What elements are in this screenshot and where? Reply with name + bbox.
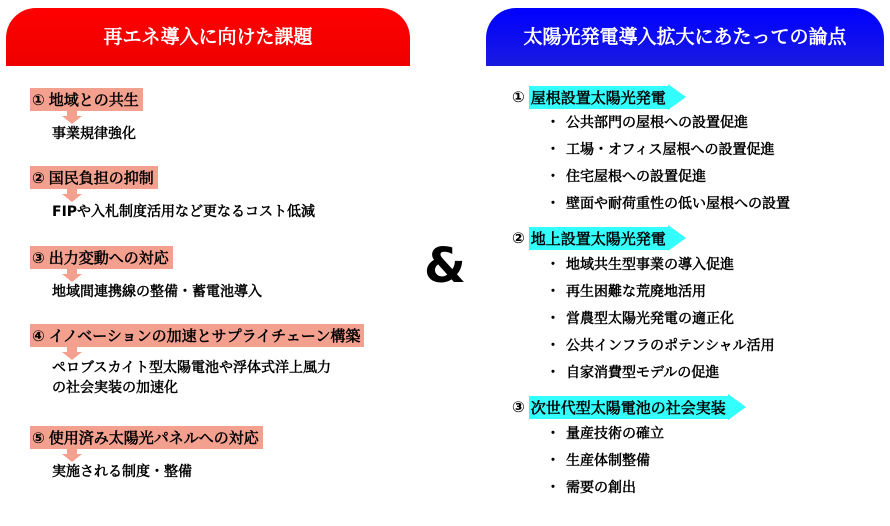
item-number: ④ bbox=[32, 327, 45, 345]
section-label: 次世代型太陽電池の社会実装 bbox=[529, 396, 728, 419]
right-arrow-label bbox=[529, 225, 686, 251]
left-item-2-result: FIPや入札制度活用など更なるコスト低減 bbox=[52, 204, 316, 220]
left-item-5-result: 実施される制度・整備 bbox=[52, 464, 192, 480]
item-number: ③ bbox=[32, 249, 45, 267]
bullet-item: ・ 量産技術の確立 bbox=[546, 426, 664, 442]
down-arrow-icon bbox=[62, 110, 82, 124]
right-section-2 bbox=[512, 225, 686, 251]
left-item-2 bbox=[30, 166, 158, 189]
left-item-1 bbox=[30, 88, 143, 111]
item-heading: イノベーションの加速とサプライチェーン構築 bbox=[48, 327, 361, 345]
item-heading: 国民負担の抑制 bbox=[48, 169, 154, 187]
ampersand-connector: & bbox=[424, 238, 466, 294]
arrow-tip-icon bbox=[668, 84, 686, 110]
right-arrow-label bbox=[529, 394, 746, 420]
section-number: ① bbox=[512, 88, 525, 106]
item-number: ② bbox=[32, 169, 45, 187]
section-number: ② bbox=[512, 229, 525, 247]
bullet-item: ・ 地域共生型事業の導入促進 bbox=[546, 257, 734, 273]
right-arrow-label bbox=[529, 84, 686, 110]
bullet-item: ・ 壁面や耐荷重性の低い屋根への設置 bbox=[546, 196, 790, 212]
left-item-3 bbox=[30, 246, 173, 269]
left-item-4-result: ペロブスカイト型太陽電池や浮体式洋上風力 の社会実装の加速化 bbox=[52, 360, 332, 396]
bullet-item: ・ 需要の創出 bbox=[546, 480, 636, 496]
bullet-item: ・ 工場・オフィス屋根への設置促進 bbox=[546, 142, 775, 158]
bullet-item: ・ 公共インフラのポテンシャル活用 bbox=[546, 338, 775, 354]
bullet-item: ・ 生産体制整備 bbox=[546, 453, 650, 469]
down-arrow-icon bbox=[62, 268, 82, 282]
left-item-3-result: 地域間連携線の整備・蓄電池導入 bbox=[52, 284, 262, 300]
left-panel-title: 再エネ導入に向けた課題 bbox=[6, 8, 410, 66]
section-number: ③ bbox=[512, 398, 525, 416]
arrow-tip-icon bbox=[668, 225, 686, 251]
bullet-item: ・ 営農型太陽光発電の適正化 bbox=[546, 311, 734, 327]
left-item-5 bbox=[30, 426, 263, 449]
down-arrow-icon bbox=[62, 448, 82, 462]
item-heading: 使用済み太陽光パネルへの対応 bbox=[48, 429, 259, 447]
right-panel-title: 太陽光発電導入拡大にあたっての論点 bbox=[486, 8, 884, 66]
section-label: 屋根設置太陽光発電 bbox=[529, 86, 668, 109]
bullet-item: ・ 住宅屋根への設置促進 bbox=[546, 169, 706, 185]
bullet-item: ・ 公共部門の屋根への設置促進 bbox=[546, 115, 748, 131]
item-heading: 出力変動への対応 bbox=[48, 249, 169, 267]
left-item-1-result: 事業規律強化 bbox=[52, 126, 136, 142]
right-section-1 bbox=[512, 84, 686, 110]
bullet-item: ・ 再生困難な荒廃地活用 bbox=[546, 284, 706, 300]
item-heading: 地域との共生 bbox=[48, 91, 139, 109]
arrow-tip-icon bbox=[728, 394, 746, 420]
item-number: ① bbox=[32, 91, 45, 109]
down-arrow-icon bbox=[62, 188, 82, 202]
bullet-item: ・ 自家消費型モデルの促進 bbox=[546, 365, 720, 381]
section-label: 地上設置太陽光発電 bbox=[529, 227, 668, 250]
right-section-3 bbox=[512, 394, 746, 420]
item-number: ⑤ bbox=[32, 429, 45, 447]
left-item-4 bbox=[30, 324, 364, 347]
